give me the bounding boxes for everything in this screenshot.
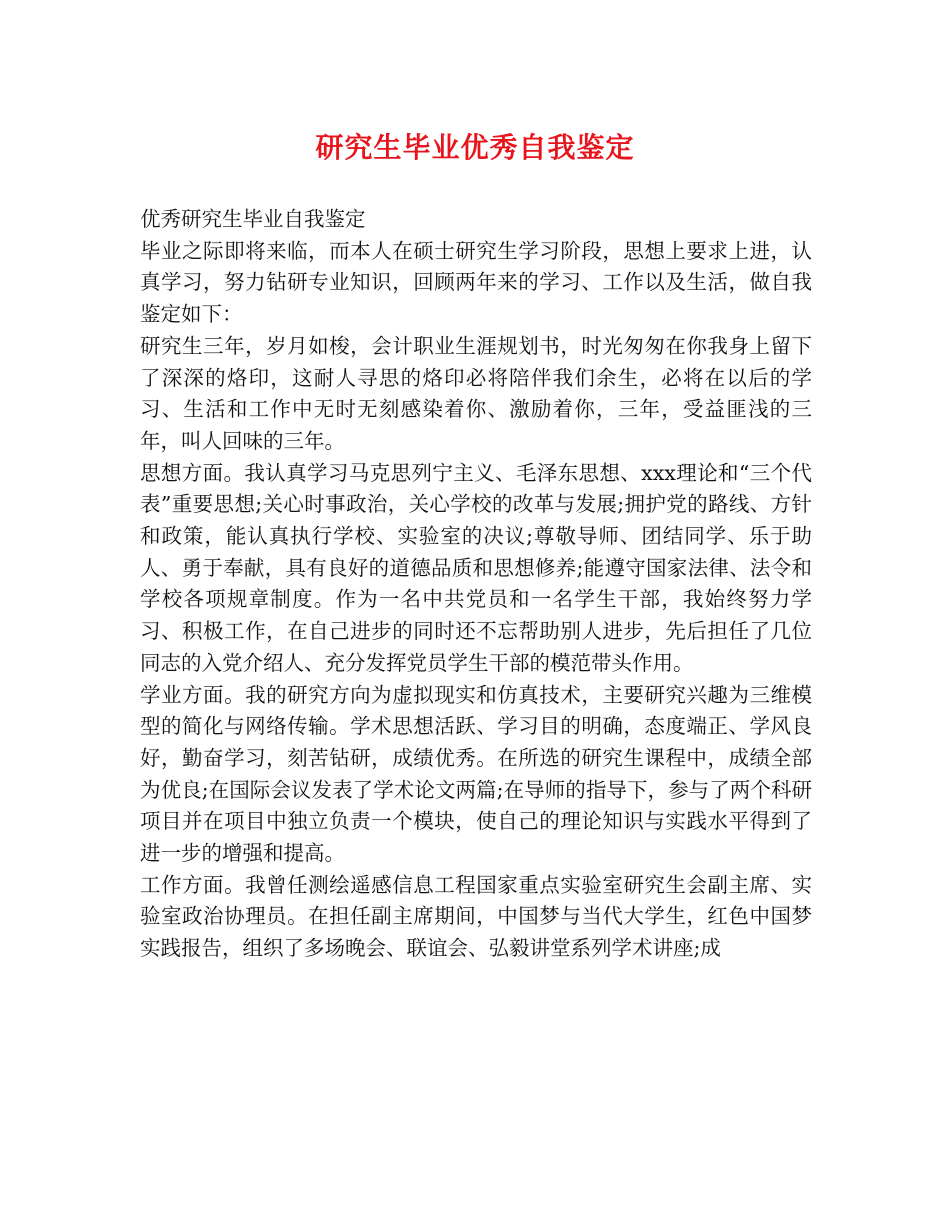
subtitle-paragraph: 优秀研究生毕业自我鉴定 (140, 207, 366, 231)
ideology-paragraph: 思想方面。我认真学习马克思列宁主义、毛泽东思想、xxx理论和“三个代表”重要思想;关心时事政治，关心学校的改革与发展;拥护党的路线、方针和政策，能认真执行学校、实验室的决议;尊敬导师、团结同学、乐于助人、勇于奉献，具有良好的道德品质和思想修养;能遵守国家法律、法令和学校各项规章制度。作为一名中共党员和一名学生干部，我始终努力学习、积极工作，在自己进步的同时还不忘帮助别人进步，先后担任了几位同志的入党介绍人、充分发挥党员学生干部的模范带头作用。 (140, 460, 812, 675)
document-body (140, 204, 812, 965)
document-title: 研究生毕业优秀自我鉴定 (315, 131, 635, 164)
academic-paragraph: 学业方面。我的研究方向为虚拟现实和仿真技术，主要研究兴趣为三维模型的简化与网络传输。学术思想活跃、学习目的明确，态度端正、学风良好，勤奋学习，刻苦钻研，成绩优秀。在所选的研究生课程中，成绩全部为优良;在国际会议发表了学术论文两篇;在导师的指导下，参与了两个科研项目并在项目中独立负责一个模块，使自己的理论知识与实践水平得到了进一步的增强和提高。 (140, 682, 812, 866)
reflection-paragraph: 研究生三年，岁月如梭，会计职业生涯规划书，时光匆匆在你我身上留下了深深的烙印，这耐人寻思的烙印必将陪伴我们余生，必将在以后的学习、生活和工作中无时无刻感染着你、激励着你，三年，受益匪浅的三年，叫人回味的三年。 (140, 333, 812, 453)
work-paragraph: 工作方面。我曾任测绘遥感信息工程国家重点实验室研究生会副主席、实验室政治协理员。在担任副主席期间，中国梦与当代大学生，红色中国梦实践报告，组织了多场晚会、联谊会、弘毅讲堂系列学术讲座;成 (140, 872, 812, 961)
intro-paragraph: 毕业之际即将来临，而本人在硕士研究生学习阶段，思想上要求上进，认真学习，努力钻研专业知识，回顾两年来的学习、工作以及生活，做自我鉴定如下： (140, 238, 812, 327)
